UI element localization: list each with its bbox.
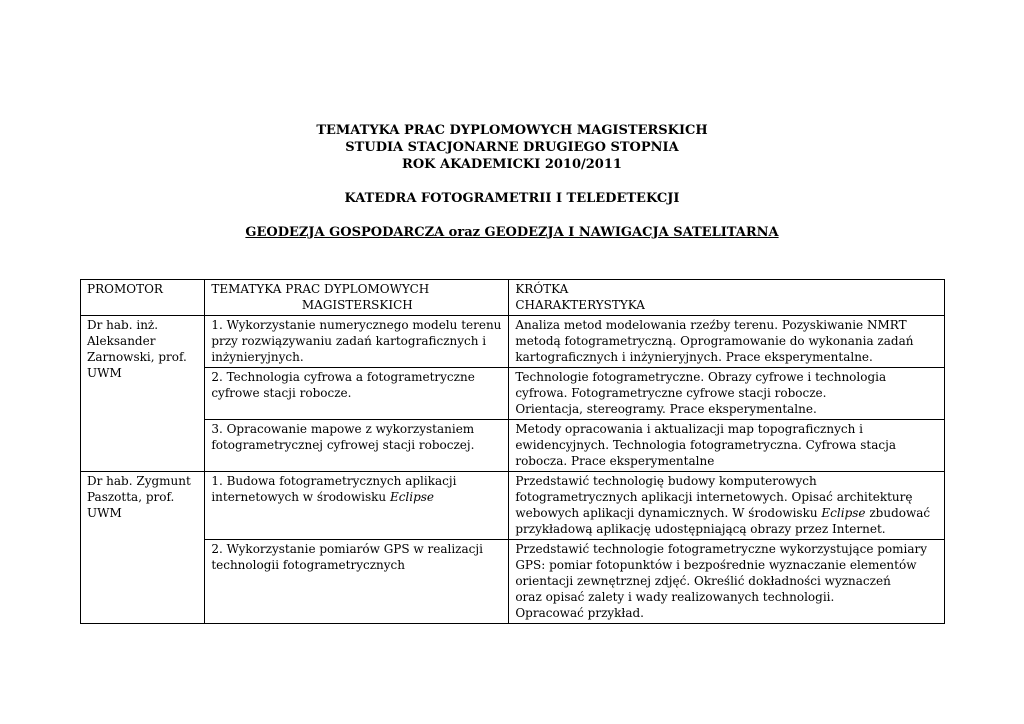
header-topic [205, 280, 509, 316]
topic-cell [205, 472, 509, 540]
table-row [81, 420, 945, 472]
description-cell [509, 472, 945, 540]
description-line: Orientacja, stereogramy. Prace eksperymentalne. [515, 402, 817, 416]
description-cell: Metody opracowania i aktualizacji map topograficznych i ewidencyjnych. Technologia fotogrametryczna. Cyfrowa stacja robocza. Prace eksperymentalne [509, 420, 945, 472]
document-header [0, 122, 1024, 241]
table-row [81, 472, 945, 540]
title-line-2: STUDIA STACJONARNE DRUGIEGO STOPNIA [345, 140, 679, 155]
header-description [509, 280, 945, 316]
title-line-1: TEMATYKA PRAC DYPLOMOWYCH MAGISTERSKICH [316, 123, 708, 138]
description-cell: Analiza metod modelowania rzeźby terenu. Pozyskiwanie NMRT metodą fotogrametryczną. Oprogramowanie do wykonania zadań kartograficznych i inżynieryjnych. Prace eksperymentalne. [509, 316, 945, 368]
topic-emphasis: Eclipse [389, 490, 435, 504]
table-row [81, 368, 945, 420]
description-emphasis: Eclipse [821, 506, 866, 520]
table-header-row [81, 280, 945, 316]
topic-cell: 1. Wykorzystanie numerycznego modelu terenu przy rozwiązywaniu zadań kartograficznych i inżynieryjnych. [205, 316, 509, 368]
description-line: Opracować przykład. [515, 606, 644, 620]
thesis-topics-table [80, 279, 945, 624]
department-title: KATEDRA FOTOGRAMETRII I TELEDETEKCJI [344, 191, 680, 206]
description-line: Przedstawić technologie fotogrametryczne wykorzystujące pomiary GPS: pomiar fotopunktów i bezpośrednie wyznaczanie elementów orientacji zewnętrznej zdjęć. Określić dokładności wyznaczeń [515, 542, 928, 588]
topic-text: 1. Budowa fotogrametrycznych aplikacji internetowych w środowisku [211, 474, 457, 504]
header-topic-line-1: TEMATYKA PRAC DYPLOMOWYCH [211, 282, 430, 296]
promotor-cell: Dr hab. Zygmunt Paszotta, prof. UWM [81, 472, 205, 624]
description-text: zbudować przykładową aplikację udostępniającą obrazy przez Internet. [515, 506, 931, 536]
topic-cell: 3. Opracowanie mapowe z wykorzystaniem fotogrametrycznej cyfrowej stacji roboczej. [205, 420, 509, 472]
topic-cell: 2. Technologia cyfrowa a fotogrametryczne cyfrowe stacji robocze. [205, 368, 509, 420]
description-cell [509, 368, 945, 420]
description-text: Przedstawić technologię budowy komputerowych fotogrametrycznych aplikacji internetowych. Opisać architekturę webowych aplikacji dynamicznych. W środowisku [515, 474, 913, 520]
promotor-cell: Dr hab. inż. Aleksander Zarnowski, prof. UWM [81, 316, 205, 472]
topic-cell: 2. Wykorzystanie pomiarów GPS w realizacji technologii fotogrametrycznych [205, 540, 509, 624]
table-row [81, 540, 945, 624]
description-line: Technologie fotogrametryczne. Obrazy cyfrowe i technologia cyfrowa. Fotogrametryczne cyfrowe stacji robocze. [515, 370, 887, 400]
header-description-line-1: KRÓTKA [515, 282, 569, 296]
specialization-title: GEODEZJA GOSPODARCZA oraz GEODEZJA I NAWIGACJA SATELITARNA [245, 225, 779, 240]
header-topic-line-2: MAGISTERSKICH [301, 298, 413, 312]
description-cell [509, 540, 945, 624]
header-description-line-2: CHARAKTERYSTYKA [515, 298, 645, 312]
table-row [81, 316, 945, 368]
header-promotor: PROMOTOR [81, 280, 205, 316]
description-line: oraz opisać zalety i wady realizowanych technologii. [515, 590, 835, 604]
title-line-3: ROK AKADEMICKI 2010/2011 [402, 157, 622, 172]
